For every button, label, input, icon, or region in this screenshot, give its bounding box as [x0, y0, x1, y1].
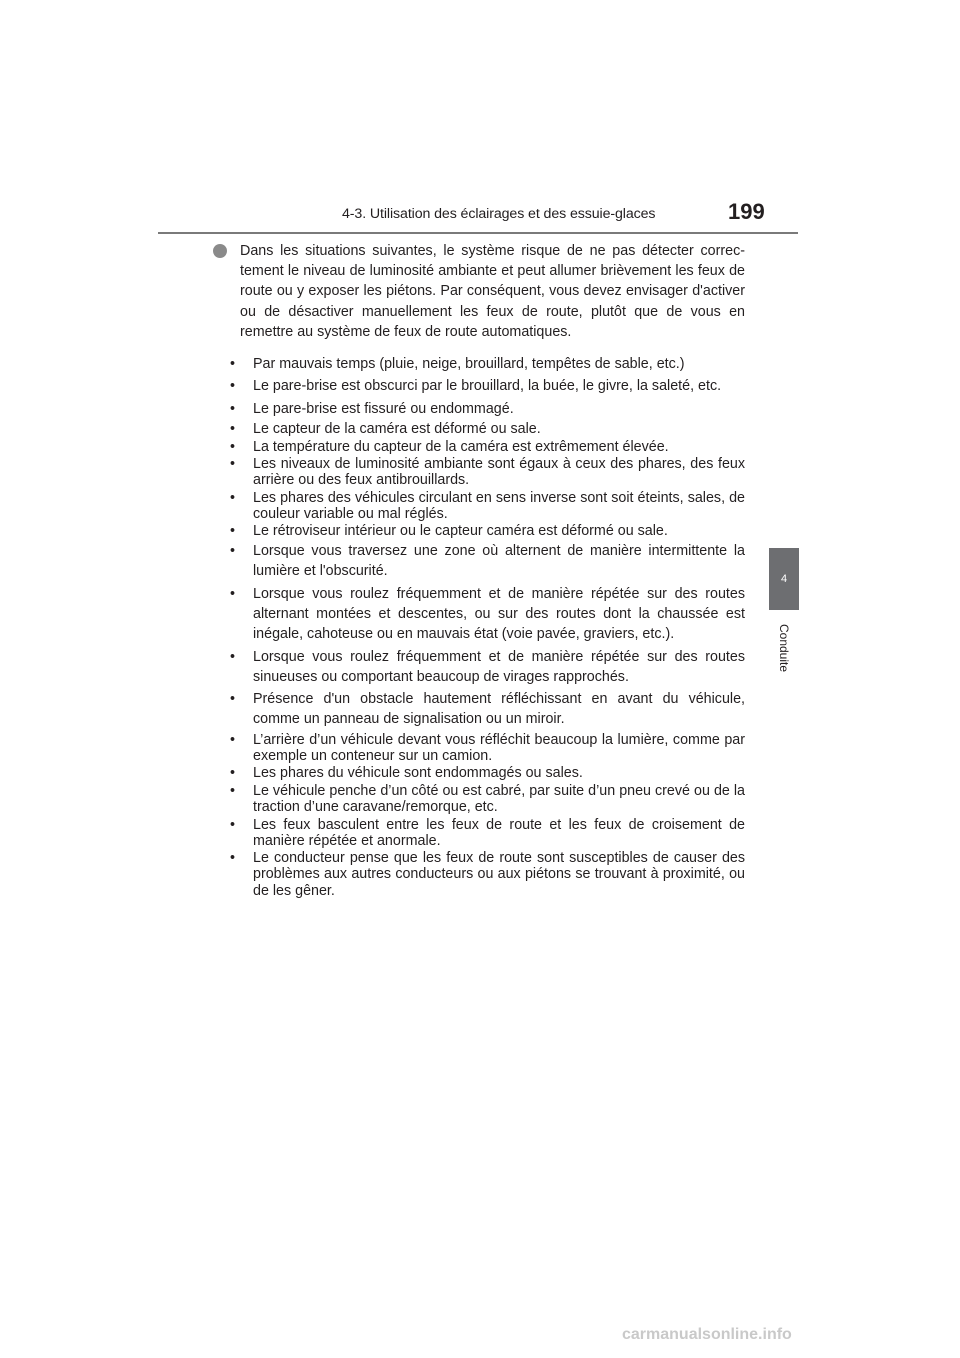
list-item-text: L’arrière d’un véhicule devant vous réfléchit beaucoup la lumière, comme par exemple un conteneur sur un camion.: [253, 731, 745, 764]
list-item-text: Les feux basculent entre les feux de route et les feux de croisement de manière répétée et anormale.: [253, 816, 745, 849]
list-item-text: Par mauvais temps (pluie, neige, brouillard, tempêtes de sable, etc.): [253, 356, 685, 373]
bullet-dot: •: [230, 356, 236, 373]
list-item-text: La température du capteur de la caméra est extrêmement élevée.: [253, 438, 669, 455]
list-item-text: Le conducteur pense que les feux de route sont susceptibles de causer des problèmes aux autres conducteurs ou aux piétons se trouvant à proximité, ou de les gêner.: [253, 850, 745, 899]
bullet-dot: •: [230, 783, 236, 800]
list-item-text: Le pare-brise est obscurci par le brouillard, la buée, le givre, la saleté, etc.: [253, 378, 722, 395]
main-content: [212, 241, 745, 900]
list-item-text: Les phares des véhicules circulant en sens inverse sont soit éteints, sales, de couleur variable ou mal réglés.: [253, 489, 745, 522]
lead-paragraph: [212, 241, 745, 342]
bullet-dot: •: [230, 523, 236, 540]
bullet-dot: •: [230, 378, 236, 395]
condition-list: [212, 354, 745, 899]
list-item: [212, 399, 745, 419]
list-item: [212, 421, 745, 437]
header-section-title: 4-3. Utilisation des éclairages et des essuie-glaces: [342, 206, 656, 222]
circle-bullet-icon: [212, 243, 228, 259]
list-item-text: Les niveaux de luminosité ambiante sont égaux à ceux des phares, des feux arrière ou des feux antibrouillards.: [253, 456, 745, 489]
list-item: [212, 765, 745, 781]
list-item-text: Le véhicule penche d’un côté ou est cabré, par suite d’un pneu crevé ou de la traction d’une caravane/remorque, etc.: [253, 783, 745, 816]
list-item-text: Lorsque vous roulez fréquemment et de manière répétée sur des routes sinueuses ou comportant beaucoup de virages rapprochés.: [253, 648, 745, 685]
list-item-text: Le capteur de la caméra est déformé ou sale.: [253, 420, 541, 437]
list-item: [212, 354, 745, 374]
list-item: [212, 456, 745, 488]
header-divider: [158, 232, 798, 234]
bullet-dot: •: [230, 585, 236, 602]
bullet-dot: •: [230, 648, 236, 665]
bullet-dot: •: [230, 691, 236, 708]
list-item: [212, 376, 745, 396]
list-item: [212, 783, 745, 815]
list-item: [212, 732, 745, 764]
list-item: [212, 523, 745, 539]
list-item: [212, 541, 745, 582]
list-item: [212, 439, 745, 455]
list-item-text: Lorsque vous traversez une zone où alternent de manière intermittente la lumière et l'obscurité.: [253, 543, 745, 580]
page-number: 199: [728, 199, 765, 224]
bullet-dot: •: [230, 420, 236, 437]
lead-text: Dans les situations suivantes, le système risque de ne pas détecter correc-tement le niveau de luminosité ambiante et peut allumer brièvement les feux de route ou y exposer les piétons. Par conséquent, vous devez envisager d'activer ou de désactiver manuellement les feux de route, plutôt que de vous en remettre au système de feux de route automatiques.: [240, 243, 745, 340]
list-item: [212, 490, 745, 522]
list-item: [212, 689, 745, 730]
list-item-text: Présence d'un obstacle hautement réfléchissant en avant du véhicule, comme un panneau de signalisation ou un miroir.: [253, 691, 745, 728]
bullet-dot: •: [230, 850, 236, 867]
bullet-dot: •: [230, 489, 236, 506]
bullet-dot: •: [230, 731, 236, 748]
chapter-tab: [769, 548, 799, 610]
watermark: carmanualsonline.info: [622, 1326, 792, 1343]
list-item: [212, 647, 745, 688]
bullet-dot: •: [230, 438, 236, 455]
bullet-dot: •: [230, 543, 236, 560]
bullet-dot: •: [230, 765, 236, 782]
chapter-number: 4: [780, 573, 788, 585]
list-item-text: Les phares du véhicule sont endommagés ou sales.: [253, 765, 583, 782]
list-item: [212, 850, 745, 898]
chapter-label: Conduite: [777, 623, 791, 673]
bullet-dot: •: [230, 816, 236, 833]
bullet-dot: •: [230, 456, 236, 473]
list-item-text: Le pare-brise est fissuré ou endommagé.: [253, 400, 514, 417]
list-item: [212, 584, 745, 645]
list-item: [212, 817, 745, 849]
list-item-text: Lorsque vous roulez fréquemment et de manière répétée sur des routes alternant montées et descentes, ou sur des routes dont la chaussée est inégale, cahoteuse ou en mauvais état (voie pavée, graviers, etc.).: [253, 585, 745, 643]
bullet-dot: •: [230, 400, 236, 417]
list-item-text: Le rétroviseur intérieur ou le capteur caméra est déformé ou sale.: [253, 523, 668, 540]
